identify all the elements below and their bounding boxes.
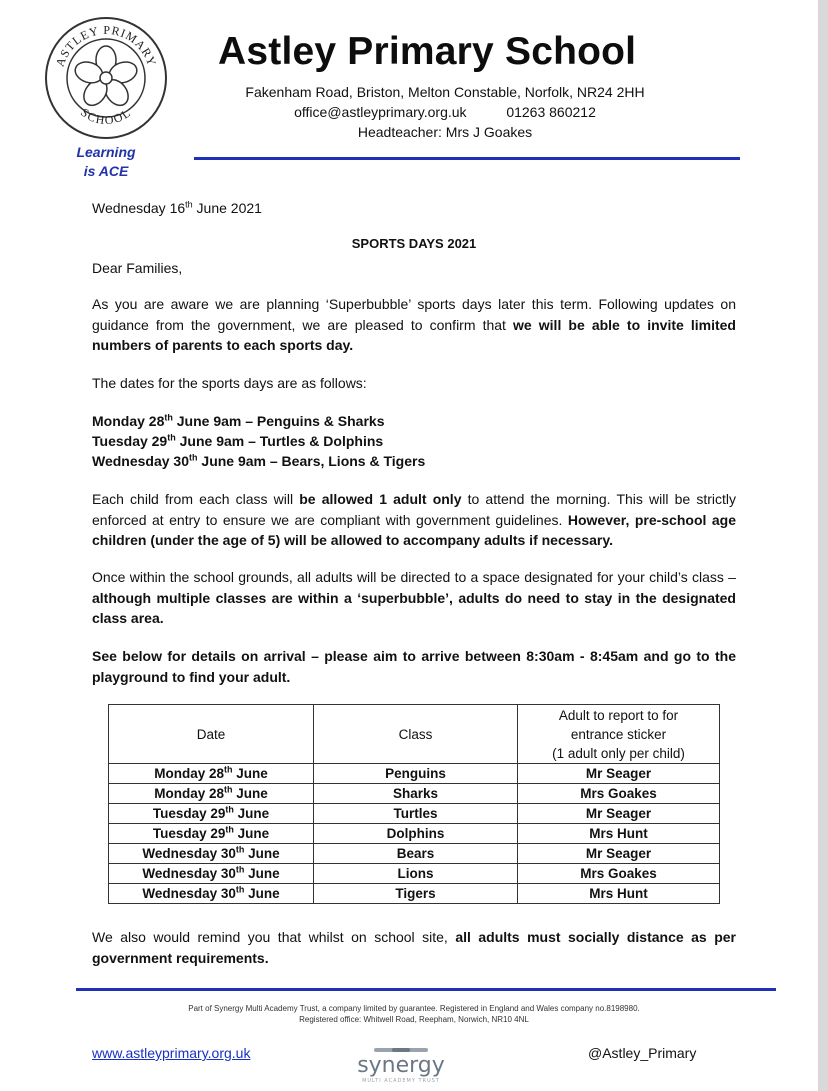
table-header-row	[109, 705, 720, 764]
paragraph-grounds: Once within the school grounds, all adults will be directed to a space designated for your child’s class – although multiple classes are within a ‘superbubble’, adults do need to stay in the designated class area.	[92, 569, 736, 626]
crest-top-text: ASTLEY PRIMARY	[52, 22, 160, 69]
header-adult: Adult to report to for entrance sticker (1 adult only per child)	[518, 705, 720, 764]
row-class: Sharks	[314, 784, 518, 804]
school-motto	[56, 143, 156, 181]
school-phone: 01263 860212	[506, 104, 596, 120]
motto-line-2: is ACE	[83, 163, 129, 179]
row-adult: Mrs Hunt	[518, 824, 720, 844]
paragraph-dates-intro: The dates for the sports days are as follows:	[92, 375, 367, 391]
row-adult: Mr Seager	[518, 804, 720, 824]
row-class: Lions	[314, 864, 518, 884]
row-adult: Mrs Goakes	[518, 864, 720, 884]
school-name-heading: Astley Primary School	[218, 30, 637, 73]
crest-bottom-text: SCHOOL	[78, 105, 134, 128]
row-class: Penguins	[314, 764, 518, 784]
contact-line	[180, 104, 710, 120]
synergy-trust-logo	[346, 1046, 456, 1090]
row-class: Bears	[314, 844, 518, 864]
table-row	[109, 864, 720, 884]
page-edge	[818, 0, 828, 1091]
trust-info-line-2: Registered office: Whitwell Road, Reepham, Norwich, NR10 4NL	[299, 1015, 529, 1024]
row-adult: Mr Seager	[518, 844, 720, 864]
sports-date-2: Tuesday 29th June 9am – Turtles & Dolphins	[92, 432, 384, 449]
row-date: Tuesday 29th June	[109, 824, 314, 844]
sports-date-3: Wednesday 30th June 9am – Bears, Lions & Tigers	[92, 452, 426, 469]
row-class: Turtles	[314, 804, 518, 824]
flower-emblem-icon	[72, 46, 139, 110]
row-adult: Mrs Hunt	[518, 884, 720, 904]
paragraph-attendance: Each child from each class will be allowed 1 adult only to attend the morning. This will be strictly enforced at entry to ensure we are compliant with government guidelines. However, pre-school age children (under the age of 5) will be allowed to accompany adults if necessary.	[92, 491, 736, 548]
salutation: Dear Families,	[92, 260, 183, 276]
synergy-wordmark: synergy	[357, 1053, 445, 1078]
website-link[interactable]: www.astleyprimary.org.uk	[92, 1045, 251, 1061]
row-date: Tuesday 29th June	[109, 804, 314, 824]
arrival-table	[108, 704, 720, 904]
table-row	[109, 804, 720, 824]
svg-text:SCHOOL	[78, 105, 134, 127]
row-date: Wednesday 30th June	[109, 864, 314, 884]
header-class: Class	[314, 705, 518, 764]
row-adult: Mr Seager	[518, 764, 720, 784]
row-date: Wednesday 30th June	[109, 844, 314, 864]
trust-info-line-1: Part of Synergy Multi Academy Trust, a company limited by guarantee. Registered in England and Wales company no.8198980.	[188, 1004, 640, 1013]
row-date: Monday 28th June	[109, 764, 314, 784]
table-row	[109, 824, 720, 844]
row-adult: Mrs Goakes	[518, 784, 720, 804]
letter-title: SPORTS DAYS 2021	[351, 236, 477, 251]
row-class: Tigers	[314, 884, 518, 904]
paragraph-intro: As you are aware we are planning ‘Superbubble’ sports days later this term. Following updates on guidance from the government, we are pleased to confirm that we will be able to invite limited numbers of parents to each sports day.	[92, 296, 736, 353]
table-row	[109, 784, 720, 804]
paragraph-distancing: We also would remind you that whilst on school site, all adults must socially distance as per government requirements.	[92, 929, 736, 966]
table-row	[109, 844, 720, 864]
sports-date-1: Monday 28th June 9am – Penguins & Sharks	[92, 412, 385, 429]
letter-date: Wednesday 16th June 2021	[92, 199, 262, 216]
header-date: Date	[109, 705, 314, 764]
table-row	[109, 884, 720, 904]
row-date: Monday 28th June	[109, 784, 314, 804]
row-class: Dolphins	[314, 824, 518, 844]
school-crest-logo	[44, 16, 168, 140]
synergy-subtitle: MULTI ACADEMY TRUST	[362, 1078, 440, 1084]
headteacher-line: Headteacher: Mrs J Goakes	[357, 124, 533, 140]
footer-divider	[76, 988, 776, 991]
paragraph-arrival: See below for details on arrival – please aim to arrive between 8:30am - 8:45am and go to the playground to find your adult.	[92, 648, 736, 685]
twitter-handle: @Astley_Primary	[588, 1045, 697, 1061]
motto-line-1: Learning	[76, 144, 136, 160]
school-address: Fakenham Road, Briston, Melton Constable, Norfolk, NR24 2HH	[245, 84, 645, 100]
table-row	[109, 764, 720, 784]
row-date: Wednesday 30th June	[109, 884, 314, 904]
header-divider	[194, 157, 740, 160]
school-email: office@astleyprimary.org.uk	[294, 104, 467, 120]
